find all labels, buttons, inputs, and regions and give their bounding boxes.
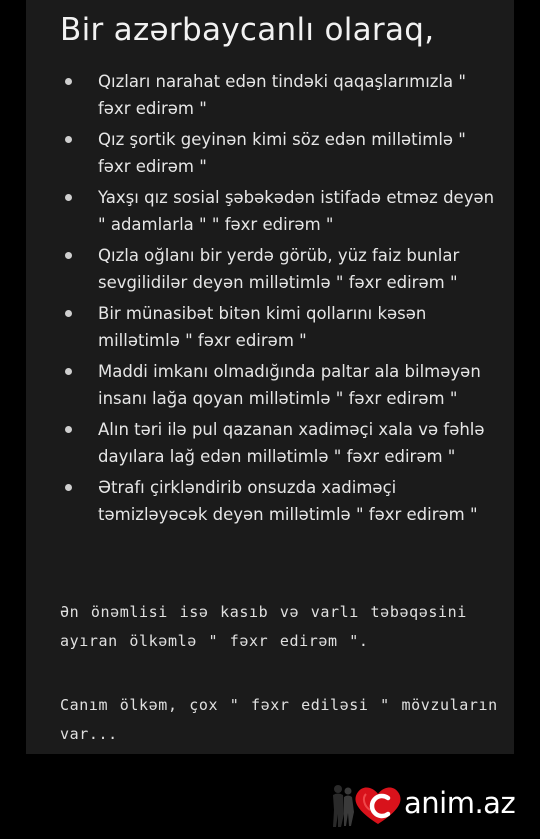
list-item (60, 242, 500, 296)
closing-paragraph: Ən önəmlisi isə kasıb və varlı təbəqəsini ayıran ölkəmlə " fəxr edirəm ". (60, 603, 467, 650)
logo-text: anim.az (404, 786, 516, 820)
list-item (60, 68, 500, 122)
bullet-icon (65, 426, 72, 433)
list-item (60, 416, 500, 470)
bullet-list (60, 68, 500, 532)
bullet-icon (65, 78, 72, 85)
list-item-text: Bir münasibət bitən kimi qollarını kəsən millətimlə " fəxr edirəm " (98, 304, 427, 350)
list-item (60, 474, 500, 528)
list-item-text: Ətrafı çirkləndirib onsuzda xadiməçi təmizləyəcək deyən millətimlə " fəxr edirəm " (98, 478, 478, 524)
post-title: Bir azərbaycanlı olaraq, (60, 12, 435, 48)
list-item-text: Qız şortik geyinən kimi söz edən millətimlə " fəxr edirəm " (98, 130, 466, 176)
couple-heart-c-logo-icon (326, 780, 406, 830)
list-item-text: Qızla oğlanı bir yerdə görüb, yüz faiz bunlar sevgilidilər deyən millətimlə " fəxr edirəm " (98, 246, 460, 292)
list-item (60, 300, 500, 354)
list-item-text: Yaxşı qız sosial şəbəkədən istifadə etməz deyən " adamlarla " " fəxr edirəm " (98, 188, 495, 234)
list-item (60, 126, 500, 180)
final-paragraph: Canım ölkəm, çox " fəxr ediləsi " mövzuların var... (60, 696, 498, 743)
bullet-icon (65, 484, 72, 491)
bullet-icon (65, 136, 72, 143)
list-item-text: Maddi imkanı olmadığında paltar ala bilməyən insanı lağa qoyan millətimlə " fəxr edirəm " (98, 362, 481, 408)
site-logo (326, 780, 532, 830)
bullet-icon (65, 310, 72, 317)
list-item-text: Qızları narahat edən tindəki qaqaşlarımızla " fəxr edirəm " (98, 72, 466, 118)
list-item-text: Alın təri ilə pul qazanan xadiməçi xala və fəhlə dayılara lağ edən millətimlə " fəxr edirəm " (98, 420, 485, 466)
bullet-icon (65, 368, 72, 375)
bullet-icon (65, 194, 72, 201)
bullet-icon (65, 252, 72, 259)
list-item (60, 184, 500, 238)
list-item (60, 358, 500, 412)
